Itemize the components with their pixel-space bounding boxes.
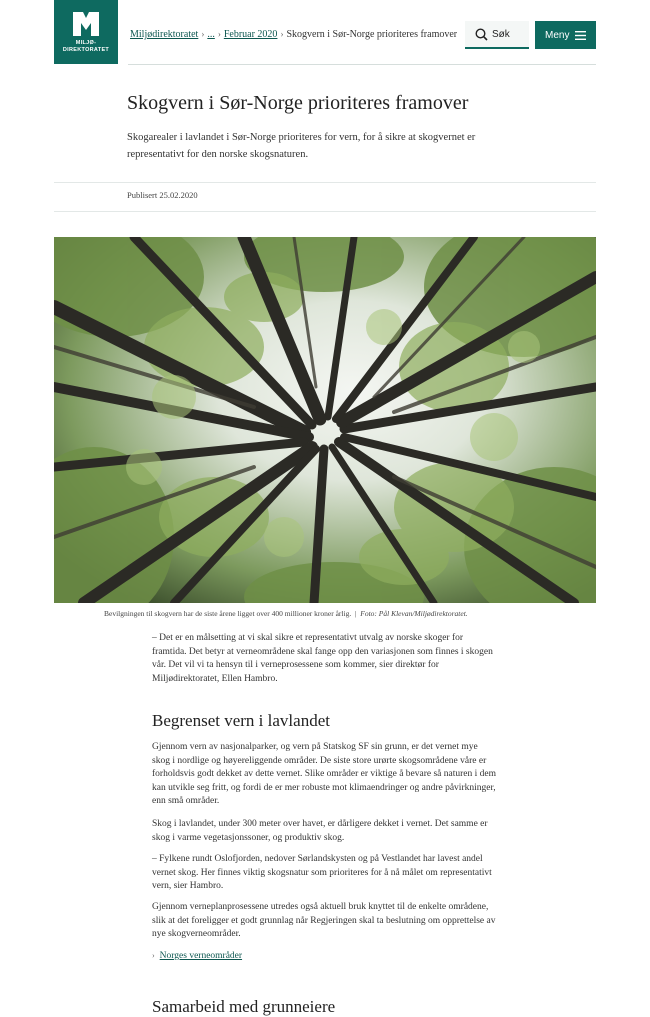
article-ingress: Skogarealer i lavlandet i Sør-Norge prioriteres for vern, for å sikre at skogvernet er representativt for den norske skogsnaturen. [127,132,476,160]
hero-image [54,237,596,603]
breadcrumb [130,29,457,40]
forest-canopy-image [54,237,596,603]
paragraph-2: Skog i lavlandet, under 300 meter over havet, er dårligere dekket i vernet. Det samme er skog i varme vegetasjonssoner, og produktiv skog. [152,819,488,843]
logo-mark-icon [72,11,100,37]
logo-text-line2: DIREKTORATET [62,46,110,53]
search-icon [475,28,488,41]
paragraph-4: Gjennom verneplanprosessene utredes også aktuell bruk knyttet til de enkelte områdene, slik at det foreligger et godt grunnlag når Regjeringen skal ta beslutning om opprettelse av nye skogverneområder. [152,902,496,940]
page-title: Skogvern i Sør-Norge prioriteres framover [127,92,469,114]
photo-credit: Foto: Pål Klevan/Miljødirektoratet. [360,609,468,618]
search-button[interactable] [465,21,529,49]
chevron-right-icon: › [152,951,155,960]
menu-button[interactable] [535,21,596,49]
logo-text-line1: MILJØ- [75,40,97,46]
breadcrumb-item-home[interactable]: Miljødirektoratet [130,29,199,40]
divider [54,211,596,212]
logo[interactable] [54,0,118,64]
caption-separator: | [353,609,359,618]
section-heading-samarbeid: Samarbeid med grunneiere [152,997,336,1016]
search-label: Søk [492,28,510,40]
logo-text [54,40,118,53]
image-caption [104,609,468,618]
breadcrumb-separator-icon: › [201,29,205,39]
caption-text: Bevilgningen til skogvern har de siste årene ligget over 400 millioner kroner årlig. [104,609,352,618]
paragraph-3: – Fylkene rundt Oslofjorden, nedover Sørlandskysten og på Vestlandet har lavest andel vernet skog. Her finnes viktig skogsnatur som prioriteres for å nå målet om representativt vern, sier Hambro. [152,854,492,892]
published-date: Publisert 25.02.2020 [127,190,198,200]
link-text[interactable]: Norges verneområder [159,951,243,961]
breadcrumb-item-ellipsis[interactable]: ... [207,29,215,40]
link-norges-verneomrader[interactable] [152,951,242,961]
hamburger-icon [575,31,586,40]
paragraph-1: Gjennom vern av nasjonalparker, og vern på Statskog SF sin grunn, er det vernet mye skog i nordlige og høyereliggende områder. De siste store urørte skogsområdene våre er forholdsvis godt dekket av dette vernet. Slike områder er viktige å bevare så naturen i dem kan utvikle seg fritt, og fordi de er mer robuste mot klimaendringer og andre påvirkninger, enn små områder. [152,742,496,807]
quote-paragraph: – Det er en målsetting at vi skal sikre et representativt utvalg av norske skoger for framtida. Det betyr at verneområdene skal fange opp den variasjonen som finnes i skogen vår. Det vil vi ta hensyn til i verneprosessene som kommer, sier direktør for Miljødirektoratet, Ellen Hambro. [152,633,493,684]
breadcrumb-separator-icon: › [280,29,284,39]
section-heading-lavlandet: Begrenset vern i lavlandet [152,711,330,730]
breadcrumb-separator-icon: › [217,29,221,39]
breadcrumb-item-month[interactable]: Februar 2020 [223,29,278,40]
breadcrumb-current: Skogvern i Sør-Norge prioriteres framover [286,29,458,40]
menu-label: Meny [545,29,570,41]
divider [54,182,596,183]
